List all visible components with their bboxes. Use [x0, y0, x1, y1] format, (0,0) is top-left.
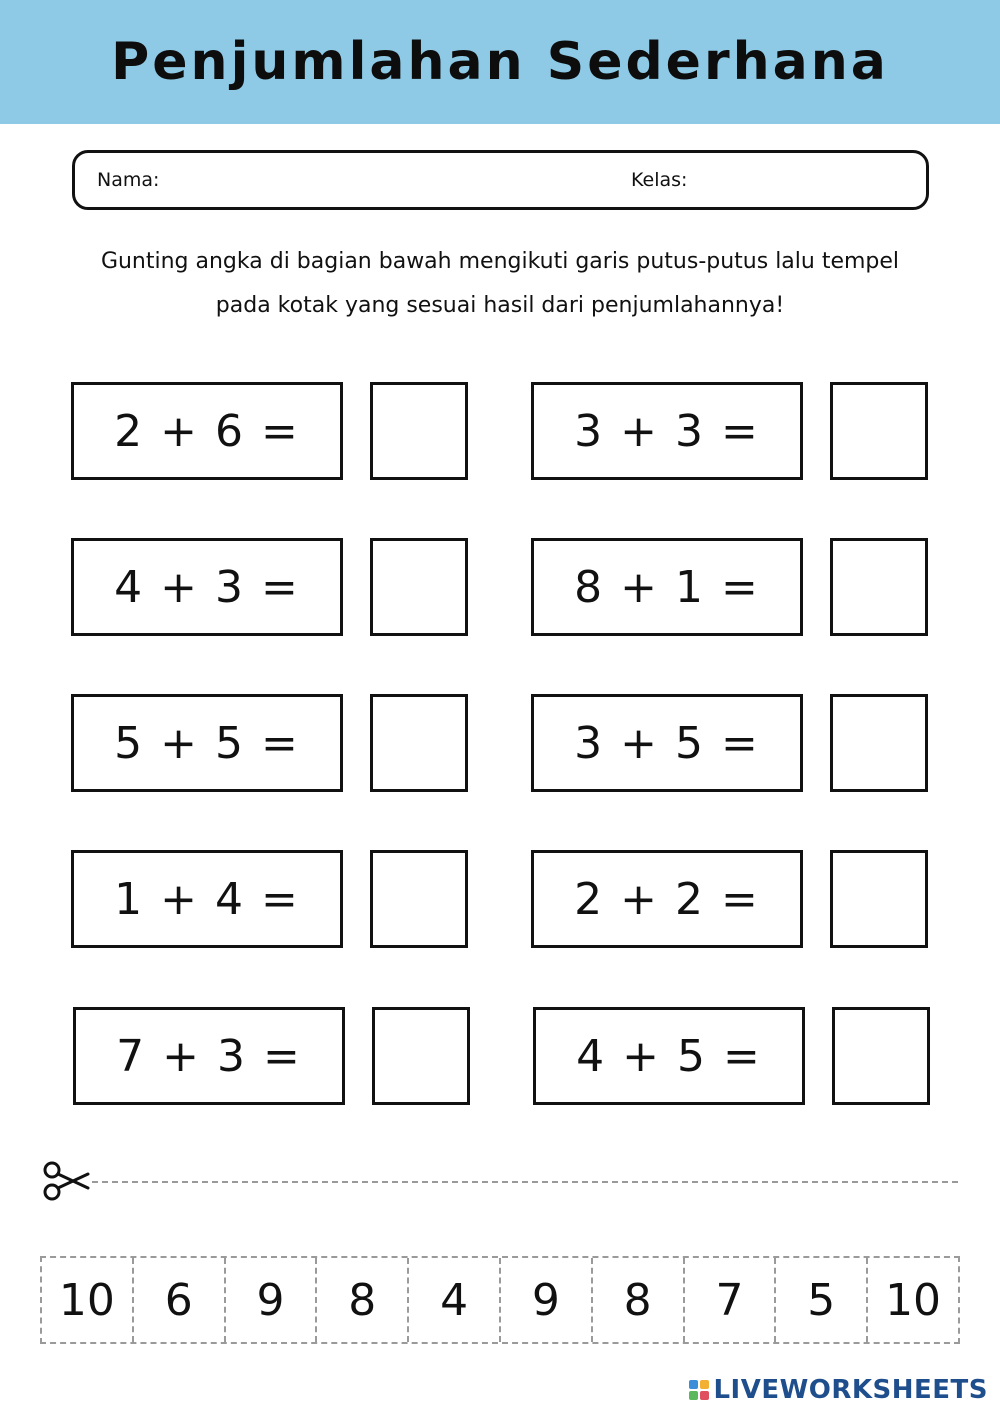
number-tile[interactable]: 6: [134, 1258, 226, 1342]
scissors-icon: [42, 1158, 92, 1204]
class-label: Kelas:: [631, 169, 688, 191]
problem-box: 1 + 4 =: [71, 850, 343, 948]
answer-box[interactable]: [370, 850, 468, 948]
cut-line: [92, 1181, 958, 1183]
answer-box[interactable]: [830, 850, 928, 948]
problem-box: 2 + 2 =: [531, 850, 803, 948]
answer-box[interactable]: [370, 694, 468, 792]
number-tile[interactable]: 7: [685, 1258, 777, 1342]
number-tile[interactable]: 9: [226, 1258, 318, 1342]
problem-box: 8 + 1 =: [531, 538, 803, 636]
instructions: [40, 240, 960, 328]
page-title: Penjumlahan Sederhana: [111, 32, 889, 92]
answer-box[interactable]: [372, 1007, 470, 1105]
number-tile[interactable]: 8: [593, 1258, 685, 1342]
problem-box: 4 + 3 =: [71, 538, 343, 636]
answer-box[interactable]: [830, 538, 928, 636]
instructions-line-1: Gunting angka di bagian bawah mengikuti garis putus-putus lalu tempel: [100, 249, 900, 274]
name-label: Nama:: [97, 169, 160, 191]
student-info-box: [72, 150, 929, 210]
answer-box[interactable]: [370, 382, 468, 480]
brand-name: LIVEWORKSHEETS: [713, 1375, 988, 1405]
number-tile[interactable]: 5: [776, 1258, 868, 1342]
answer-box[interactable]: [830, 694, 928, 792]
number-tile[interactable]: 10: [885, 1274, 942, 1326]
problem-box: 5 + 5 =: [71, 694, 343, 792]
number-tile[interactable]: 10: [42, 1258, 134, 1342]
problem-box: 3 + 5 =: [531, 694, 803, 792]
number-tile[interactable]: 4: [409, 1258, 501, 1342]
answer-box[interactable]: [370, 538, 468, 636]
liveworksheets-logo-icon: [689, 1380, 709, 1400]
problem-box: 3 + 3 =: [531, 382, 803, 480]
header-banner: [0, 0, 1000, 124]
instructions-line-2: pada kotak yang sesuai hasil dari penjumlahannya!: [215, 293, 785, 318]
number-tile[interactable]: 8: [317, 1258, 409, 1342]
number-tile[interactable]: 9: [501, 1258, 593, 1342]
problem-box: 7 + 3 =: [73, 1007, 345, 1105]
answer-box[interactable]: [832, 1007, 930, 1105]
answer-box[interactable]: [830, 382, 928, 480]
problem-box: 4 + 5 =: [533, 1007, 805, 1105]
liveworksheets-logo: [689, 1374, 988, 1406]
number-strip: [40, 1256, 960, 1344]
problem-box: 2 + 6 =: [71, 382, 343, 480]
